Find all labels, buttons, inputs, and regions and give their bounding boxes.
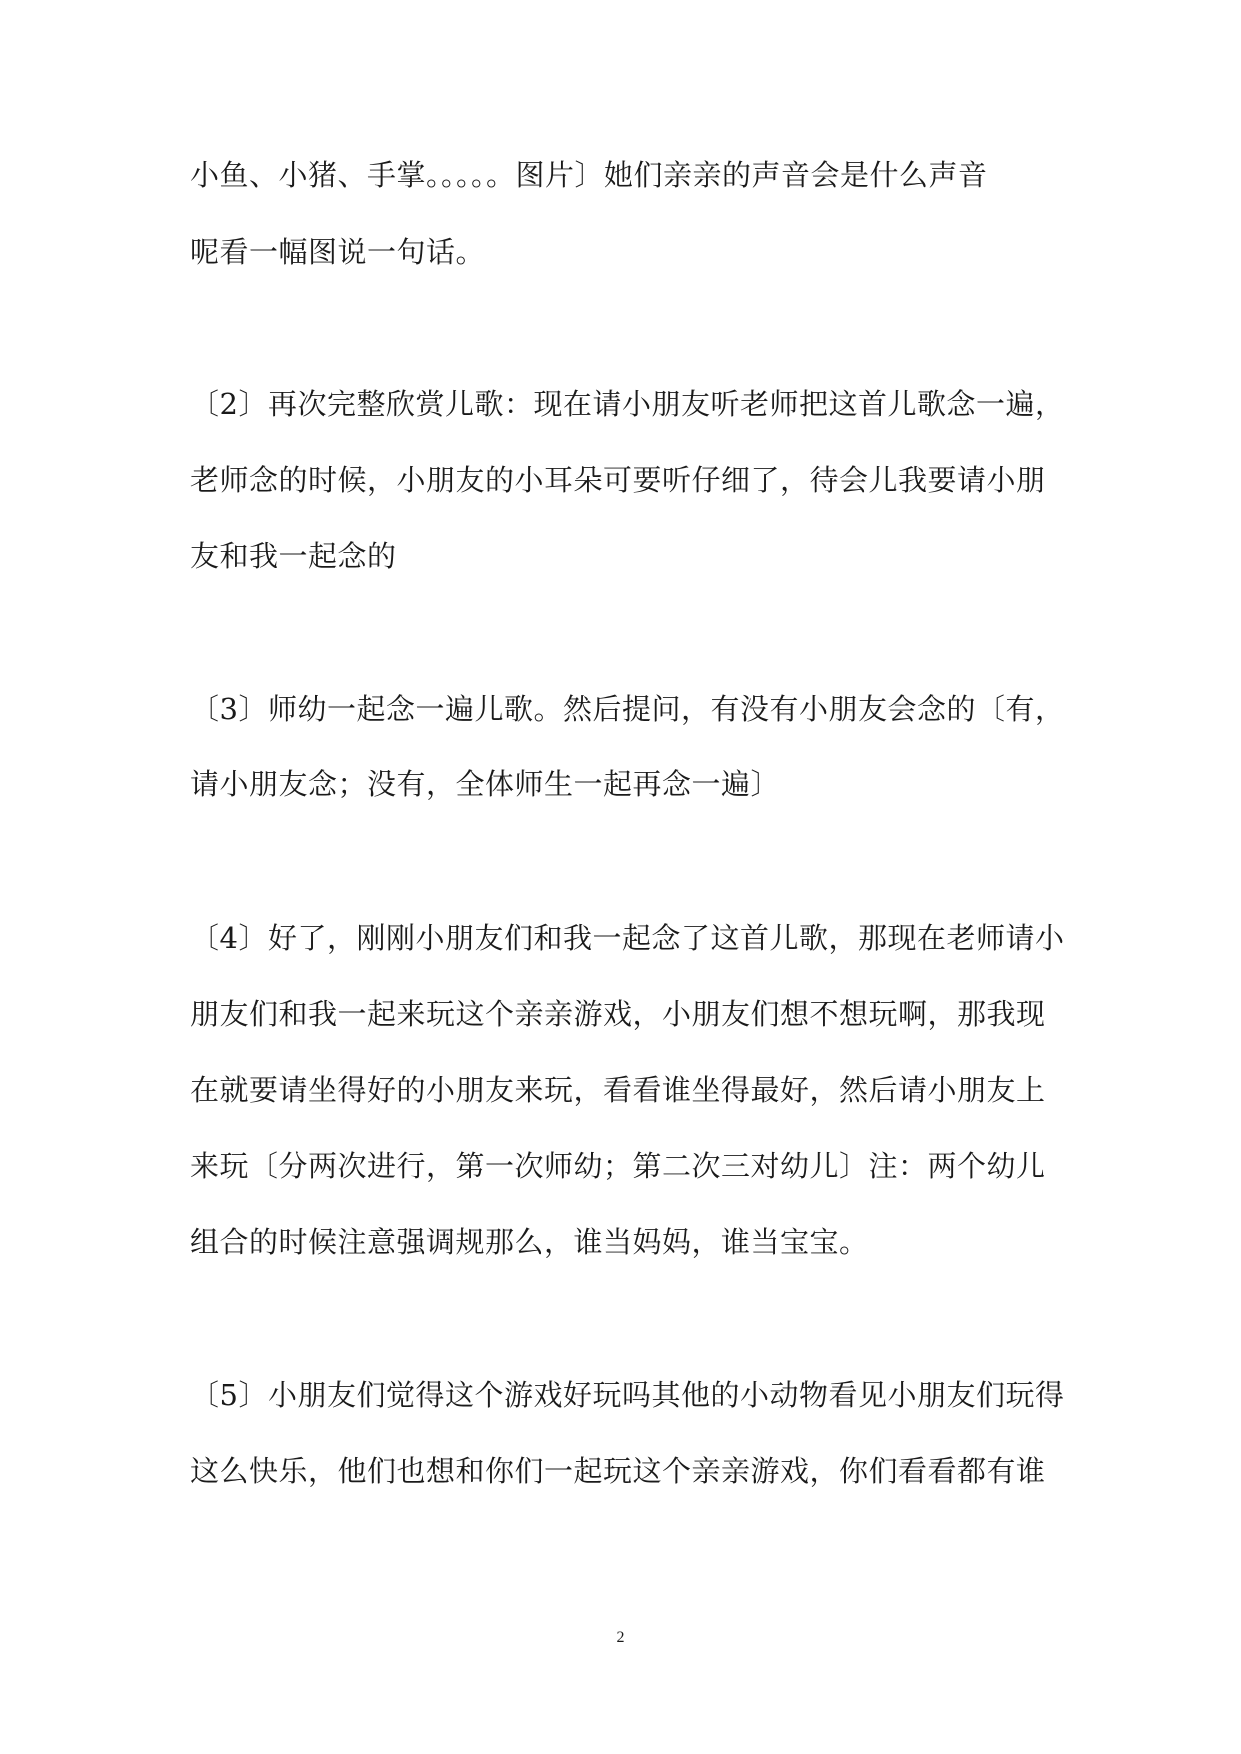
paragraph-5-line-2: 这么快乐，他们也想和你们一起玩这个亲亲游戏，你们看看都有谁 [190, 1454, 1046, 1488]
paragraph-1-line-1: 小鱼、小猪、手掌。。。。。图片〕她们亲亲的声音会是什么声音 [190, 158, 988, 192]
paragraph-4-line-5: 组合的时候注意强调规那么，谁当妈妈，谁当宝宝。 [190, 1225, 869, 1259]
paragraph-4-line-4: 来玩〔分两次进行，第一次师幼；第二次三对幼儿〕注：两个幼儿 [190, 1149, 1046, 1183]
paragraph-2-line-2: 老师念的时候，小朋友的小耳朵可要听仔细了，待会儿我要请小朋 [190, 463, 1046, 497]
paragraph-3-line-1: 〔3〕师幼一起念一遍儿歌。然后提问，有没有小朋友会念的〔有， [190, 692, 1065, 726]
page-number: 2 [616, 1629, 625, 1646]
paragraph-3-line-2: 请小朋友念；没有，全体师生一起再念一遍〕 [190, 767, 781, 801]
paragraph-2-line-1: 〔2〕再次完整欣赏儿歌：现在请小朋友听老师把这首儿歌念一遍， [190, 387, 1065, 421]
paragraph-5-line-1: 〔5〕小朋友们觉得这个游戏好玩吗其他的小动物看见小朋友们玩得 [190, 1378, 1065, 1412]
paragraph-2-line-3: 友和我一起念的 [190, 539, 397, 573]
paragraph-4-line-2: 朋友们和我一起来玩这个亲亲游戏，小朋友们想不想玩啊，那我现 [190, 997, 1046, 1031]
paragraph-4-line-1: 〔4〕好了，刚刚小朋友们和我一起念了这首儿歌，那现在老师请小 [190, 921, 1065, 955]
paragraph-4-line-3: 在就要请坐得好的小朋友来玩，看看谁坐得最好，然后请小朋友上 [190, 1073, 1046, 1107]
paragraph-1-line-2: 呢看一幅图说一句话。 [190, 235, 486, 269]
